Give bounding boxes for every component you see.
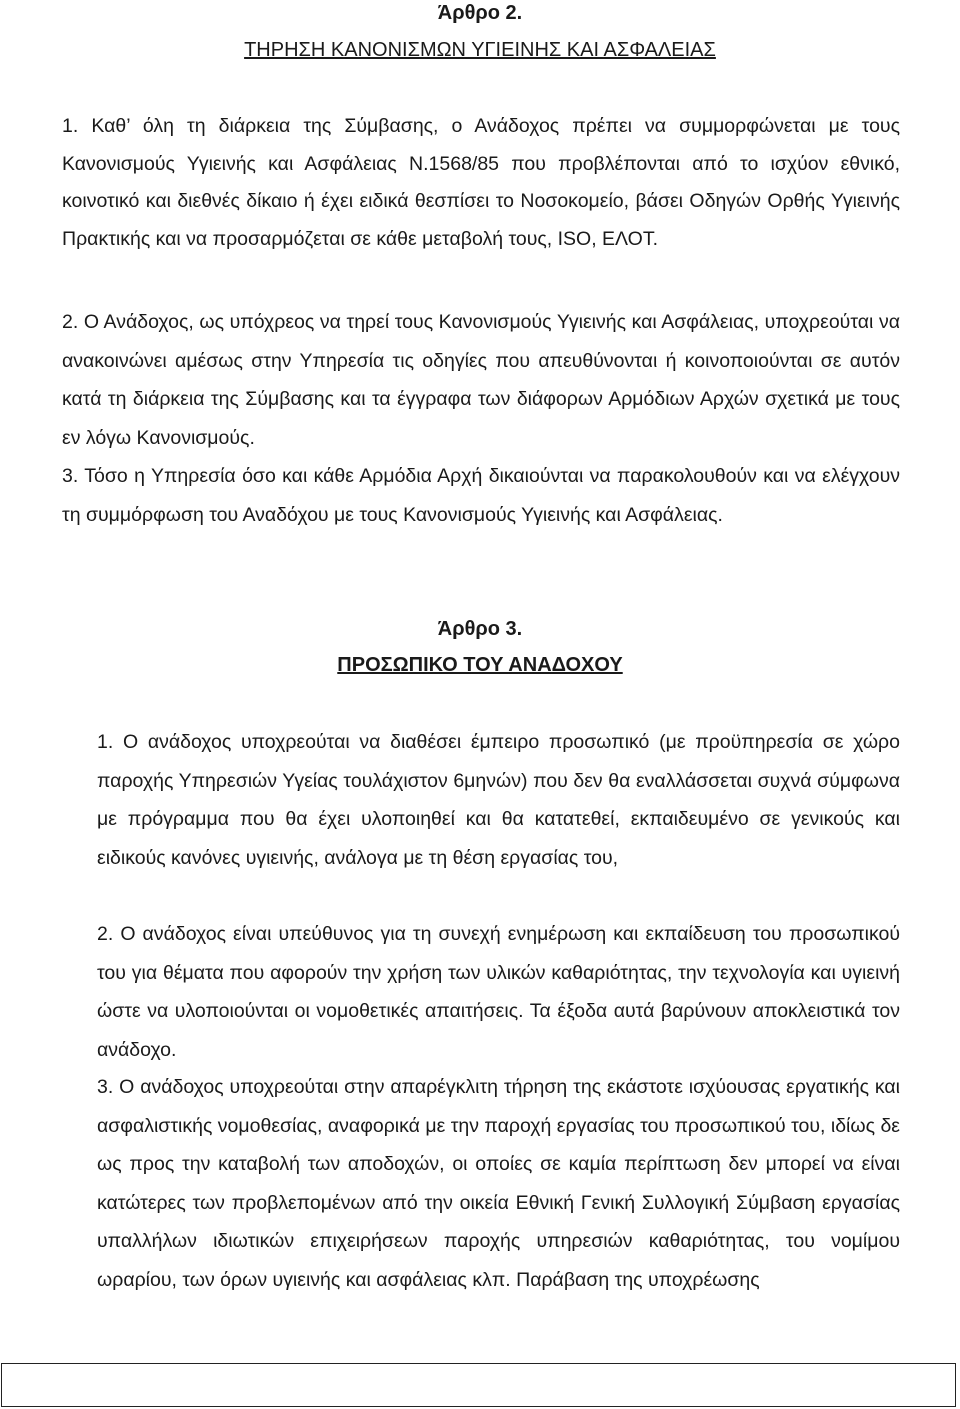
article-2-paragraph-1: 1. Καθ’ όλη τη διάρκεια της Σύμβασης, ο Ανάδοχος πρέπει να συμμορφώνεται με τους Κανονισμούς Υγιεινής και Ασφάλειας Ν.1568/85 που προβλέπονται από το ισχύον εθνικό, κοινοτικό και διεθνές δίκαιο ή έχει ειδικά θεσπίσει το Νοσοκομείο, βάσει Οδηγών Ορθής Υγιεινής Πρακτικής και να προσαρμόζεται σε κάθε μεταβολή τους, ISO, ΕΛΟΤ. <box>62 115 900 250</box>
article-2-paragraph-2: 2. Ο Ανάδοχος, ως υπόχρεος να τηρεί τους Κανονισμούς Υγιεινής και Ασφάλειας, υποχρεούται να ανακοινώνει αμέσως στην Υπηρεσία τις οδηγίες που απευθύνονται ή κοινοποιούνται σε αυτόν κατά τη διάρκεια της Σύμβασης και τα έγγραφα των διάφορων Αρμόδιων Αρχών σχετικά με τους εν λόγω Κανονισμούς. <box>62 311 900 449</box>
article-3-paragraph-2: 2. Ο ανάδοχος είναι υπεύθυνος για τη συνεχή ενημέρωση και εκπαίδευση του προσωπικού του για θέματα που αφορούν την χρήση των υλικών καθαριότητας, την τεχνολογία και υγιεινή ώστε να υλοποιούνται οι νομοθετικές απαιτήσεις. Τα έξοδα αυτά βαρύνουν αποκλειστικά τον ανάδοχο. <box>97 923 900 1061</box>
article-3-title: Άρθρο 3. <box>437 618 523 640</box>
article-2-paragraph-3: 3. Τόσο η Υπηρεσία όσο και κάθε Αρμόδια Αρχή δικαιούνται να παρακολουθούν και να ελέγχουν τη συμμόρφωση του Αναδόχου με τους Κανονισμούς Υγιεινής και Ασφάλειας. <box>62 465 900 526</box>
footer-frame <box>1 1363 956 1407</box>
article-2-title: Άρθρο 2. <box>437 2 523 24</box>
article-3-paragraph-1: 1. Ο ανάδοχος υποχρεούται να διαθέσει έμπειρο προσωπικό (με προϋπηρεσία σε χώρο παροχής Υπηρεσιών Υγείας τουλάχιστον 6μηνών) που δεν θα εναλλάσσεται συχνά σύμφωνα με πρόγραμμα που θα έχει υλοποιηθεί και θα κατατεθεί, εκπαιδευμένο σε γενικούς και ειδικούς κανόνες υγιεινής, ανάλογα με τη θέση εργασίας του, <box>97 731 900 869</box>
article-3-subtitle: ΠΡΟΣΩΠΙΚΟ ΤΟΥ ΑΝΑΔΟΧΟΥ <box>337 654 623 676</box>
article-2-subtitle: ΤΗΡΗΣΗ ΚΑΝΟΝΙΣΜΩΝ ΥΓΙΕΙΝΗΣ ΚΑΙ ΑΣΦΑΛΕΙΑΣ <box>244 39 716 61</box>
article-3-paragraph-3: 3. Ο ανάδοχος υποχρεούται στην απαρέγκλιτη τήρηση της εκάστοτε ισχύουσας εργατικής και ασφαλιστικής νομοθεσίας, αναφορικά με την παροχή εργασίας του προσωπικού του, ιδίως δε ως προς την καταβολή των αποδοχών, οι οποίες σε καμία περίπτωση δεν μπορεί να είναι κατώτερες των προβλεπομένων από την οικεία Εθνική Γενική Συλλογική Σύμβαση εργασίας υπαλλήλων ιδιωτικών επιχειρήσεων παροχής υπηρεσιών καθαριότητας, του νομίμου ωραρίου, των όρων υγιεινής και ασφάλειας κλπ. Παράβαση της υποχρέωσης <box>97 1076 900 1291</box>
